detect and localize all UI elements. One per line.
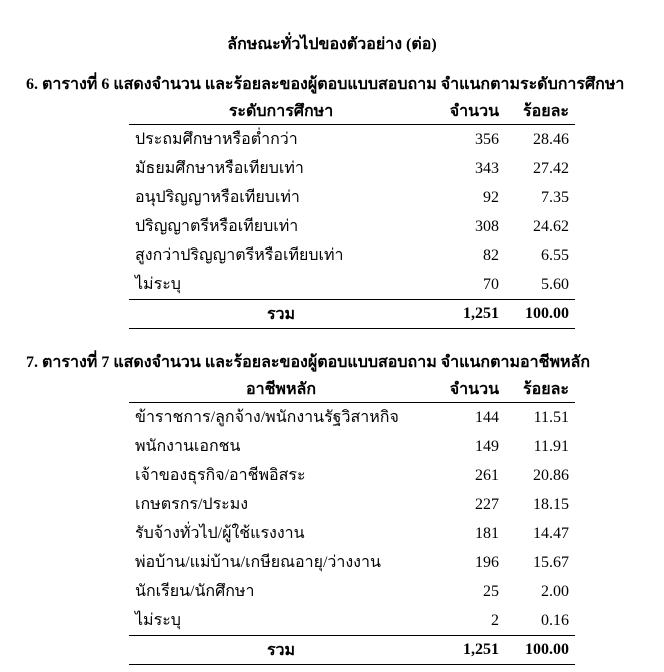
row-percent: 7.35	[541, 188, 569, 206]
row-count: 2	[491, 611, 499, 629]
total-count: 1,251	[433, 300, 507, 329]
row-count: 261	[475, 466, 499, 484]
table-row	[129, 519, 575, 548]
table-row	[129, 577, 575, 606]
table-row	[129, 183, 575, 212]
total-label: รวม	[129, 300, 433, 329]
row-label: อนุปริญญาหรือเทียบเท่า	[135, 189, 300, 206]
row-count: 25	[483, 582, 499, 600]
column-header-percent: ร้อยละ	[507, 98, 575, 125]
row-count: 181	[475, 524, 499, 542]
row-count: 227	[475, 495, 499, 513]
row-label: รับจ้างทั่วไป/ผู้ใช้แรงงาน	[135, 525, 305, 542]
row-label: ไม่ระบุ	[135, 276, 181, 293]
row-label: เกษตรกร/ประมง	[135, 496, 249, 513]
column-header-count: จำนวน	[433, 376, 507, 403]
row-percent: 24.62	[533, 217, 569, 235]
table-row	[129, 154, 575, 183]
row-count: 308	[475, 217, 499, 235]
row-percent: 5.60	[541, 275, 569, 293]
total-label: รวม	[129, 636, 433, 665]
row-count: 196	[475, 553, 499, 571]
row-percent: 20.86	[533, 466, 569, 484]
row-percent: 6.55	[541, 246, 569, 264]
table-row	[129, 403, 575, 433]
row-label: พนักงานเอกชน	[135, 438, 241, 455]
education-level-table	[129, 98, 575, 329]
table-row	[129, 490, 575, 519]
row-count: 70	[483, 275, 499, 293]
row-percent: 2.00	[541, 582, 569, 600]
row-percent: 28.46	[533, 130, 569, 148]
column-header-education-level: ระดับการศึกษา	[129, 98, 433, 125]
table-row	[129, 212, 575, 241]
total-row	[129, 636, 575, 665]
row-label: ปริญญาตรีหรือเทียบเท่า	[135, 218, 299, 235]
table-row	[129, 548, 575, 577]
table-row	[129, 461, 575, 490]
total-percent: 100.00	[507, 636, 575, 665]
row-percent: 11.91	[533, 437, 569, 455]
table-7-heading: 7. ตารางที่ 7 แสดงจำนวน และร้อยละของผู้ตอบแบบสอบถาม จำแนกตามอาชีพหลัก	[26, 354, 591, 371]
row-label: พ่อบ้าน/แม่บ้าน/เกษียณอายุ/ว่างงาน	[135, 554, 381, 571]
row-label: ประถมศึกษาหรือต่ำกว่า	[135, 131, 298, 148]
row-count: 92	[483, 188, 499, 206]
row-label: นักเรียน/นักศึกษา	[135, 583, 255, 600]
row-label: มัธยมศึกษาหรือเทียบเท่า	[135, 160, 304, 177]
row-count: 343	[475, 159, 499, 177]
total-percent: 100.00	[507, 300, 575, 329]
row-percent: 11.51	[533, 408, 569, 426]
row-label: ไม่ระบุ	[135, 612, 181, 629]
table-row	[129, 241, 575, 270]
table-row	[129, 270, 575, 300]
page-title: ลักษณะทั่วไปของตัวอย่าง (ต่อ)	[227, 36, 437, 53]
row-count: 144	[475, 408, 499, 426]
row-percent: 14.47	[533, 524, 569, 542]
column-header-percent: ร้อยละ	[507, 376, 575, 403]
row-percent: 0.16	[541, 611, 569, 629]
column-header-count: จำนวน	[433, 98, 507, 125]
row-label: ข้าราชการ/ลูกจ้าง/พนักงานรัฐวิสาหกิจ	[135, 409, 399, 426]
table-row	[129, 606, 575, 636]
row-percent: 27.42	[533, 159, 569, 177]
main-occupation-table	[129, 376, 575, 665]
table-row	[129, 125, 575, 155]
row-count: 356	[475, 130, 499, 148]
row-percent: 18.15	[533, 495, 569, 513]
table-row	[129, 432, 575, 461]
row-count: 82	[483, 246, 499, 264]
row-label: สูงกว่าปริญญาตรีหรือเทียบเท่า	[135, 247, 344, 264]
total-count: 1,251	[433, 636, 507, 665]
total-row	[129, 300, 575, 329]
row-count: 149	[475, 437, 499, 455]
column-header-occupation: อาชีพหลัก	[129, 376, 433, 403]
table-header-row	[129, 376, 575, 403]
row-percent: 15.67	[533, 553, 569, 571]
table-6-heading: 6. ตารางที่ 6 แสดงจำนวน และร้อยละของผู้ตอบแบบสอบถาม จำแนกตามระดับการศึกษา	[26, 76, 625, 93]
table-header-row	[129, 98, 575, 125]
row-label: เจ้าของธุรกิจ/อาชีพอิสระ	[135, 467, 306, 484]
